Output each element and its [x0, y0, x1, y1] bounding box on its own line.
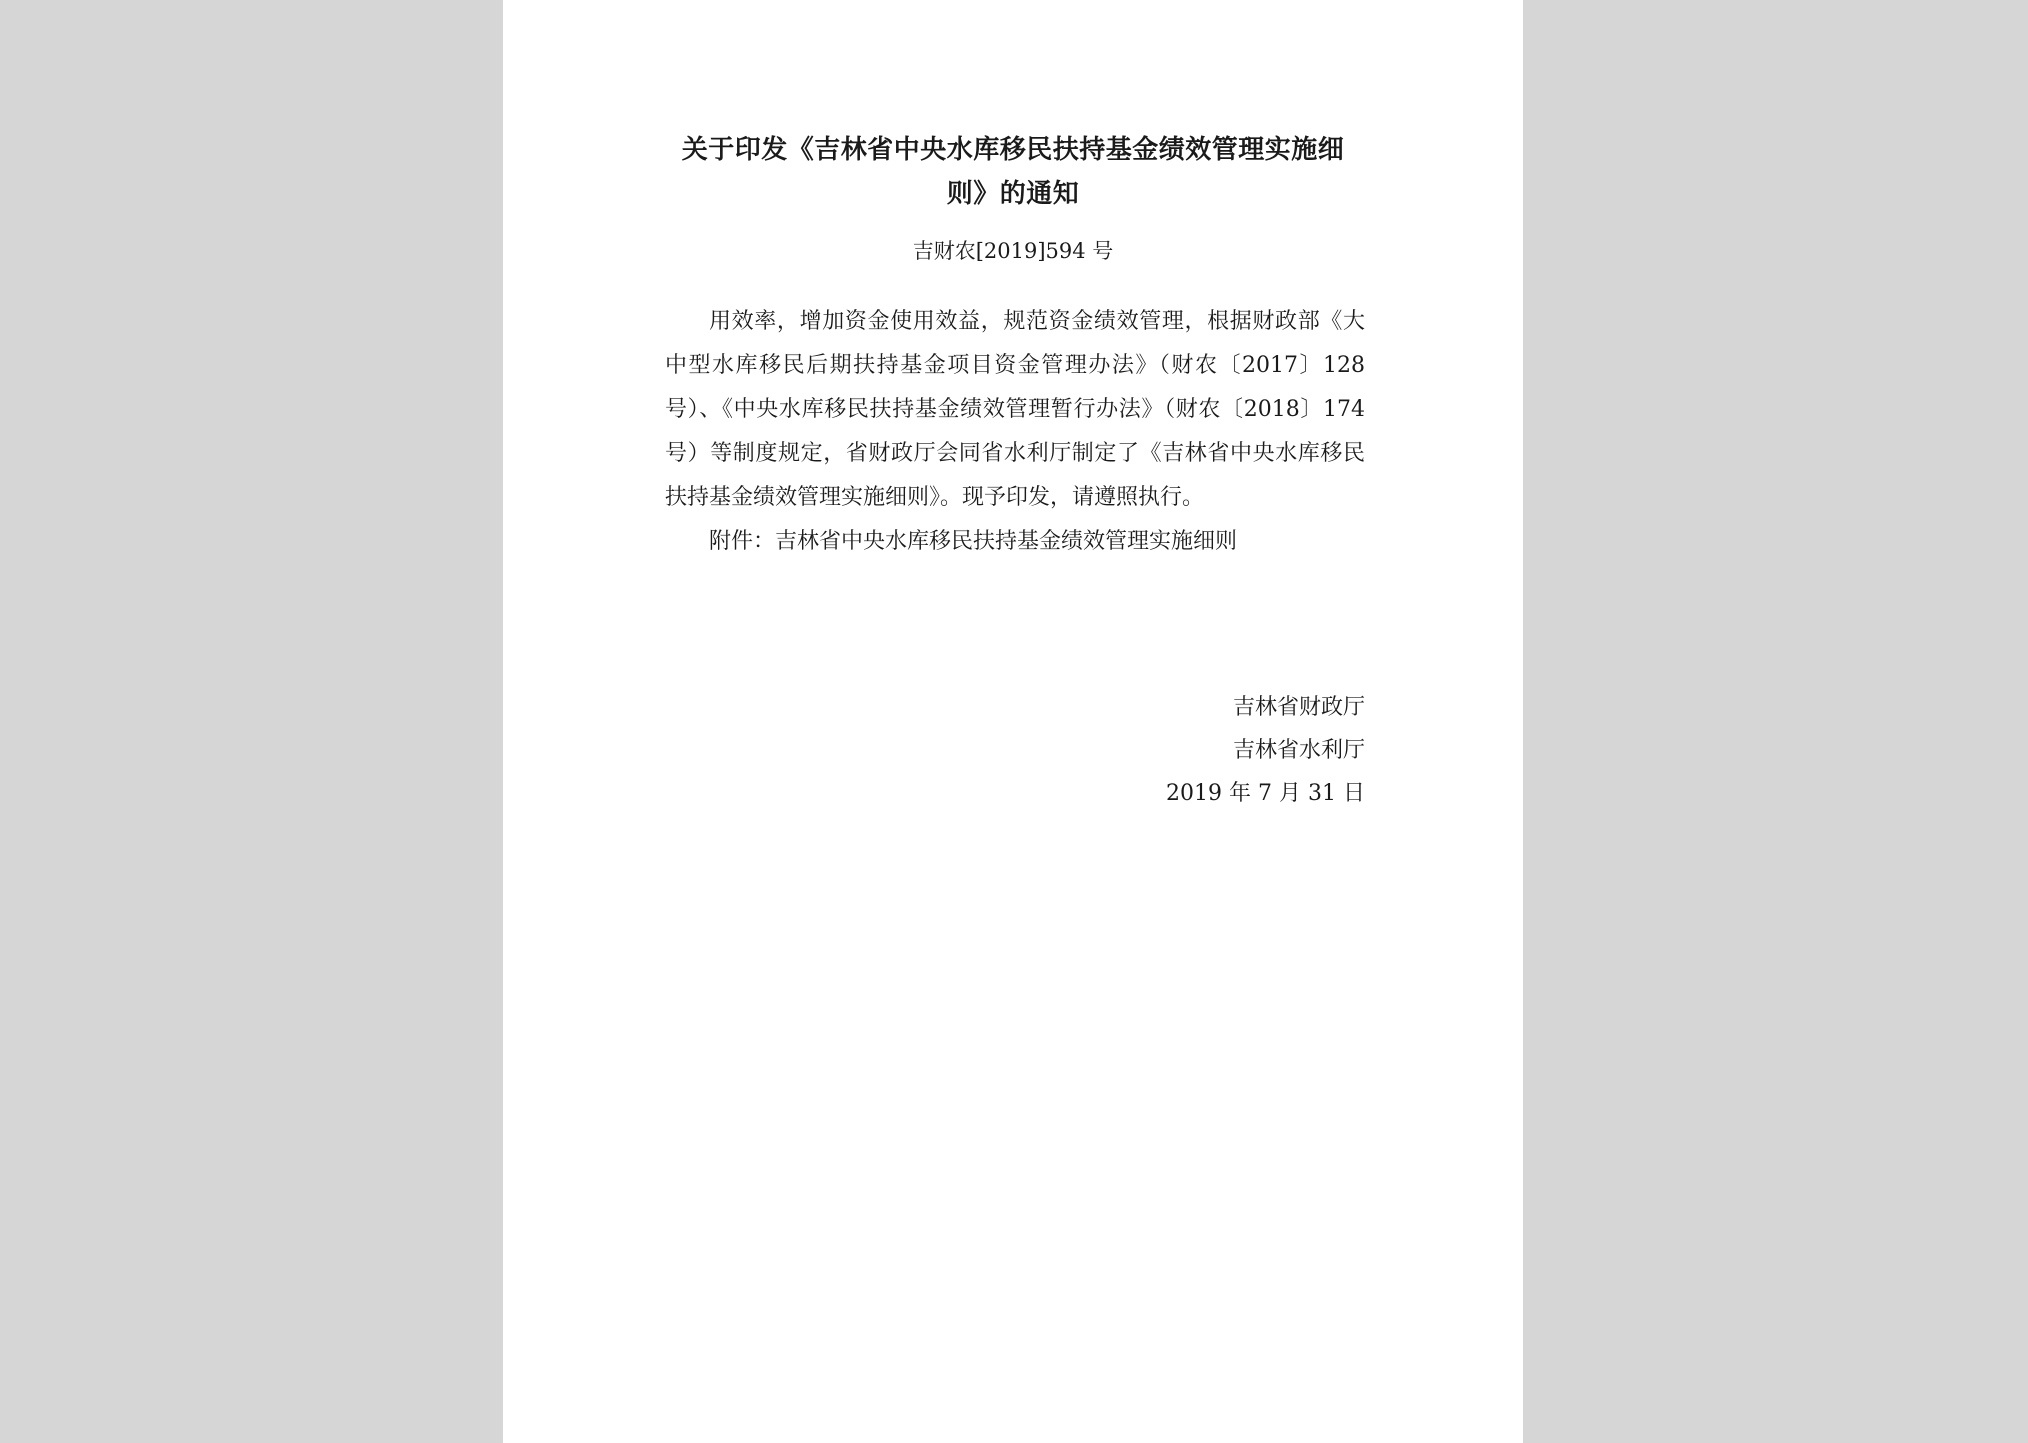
document-title: 关于印发《吉林省中央水库移民扶持基金绩效管理实施细则》的通知 — [681, 135, 1345, 209]
signature-finance-department: 吉林省财政厅 — [1232, 695, 1365, 720]
document-page — [503, 0, 1523, 1443]
signature-block — [1166, 686, 1365, 815]
document-number: 吉财农[2019]594 号 — [912, 239, 1114, 263]
signature-water-department: 吉林省水利厅 — [1232, 738, 1365, 763]
signature-date: 2019 年 7 月 31 日 — [1166, 781, 1365, 806]
document-body — [665, 300, 1365, 564]
body-paragraph: 用效率，增加资金使用效益，规范资金绩效管理，根据财政部《大中型水库移民后期扶持基金项目资金管理办法》（财农〔2017〕128 号）、《中央水库移民扶持基金绩效管理暂行办法》（财农〔2018〕174 号）等制度规定，省财政厅会同省水利厅制定了《吉林省中央水库移民扶持基金绩效管理实施细则》。现予印发，请遵照执行。 — [665, 309, 1365, 510]
attachment-line: 附件：吉林省中央水库移民扶持基金绩效管理实施细则 — [709, 529, 1238, 554]
